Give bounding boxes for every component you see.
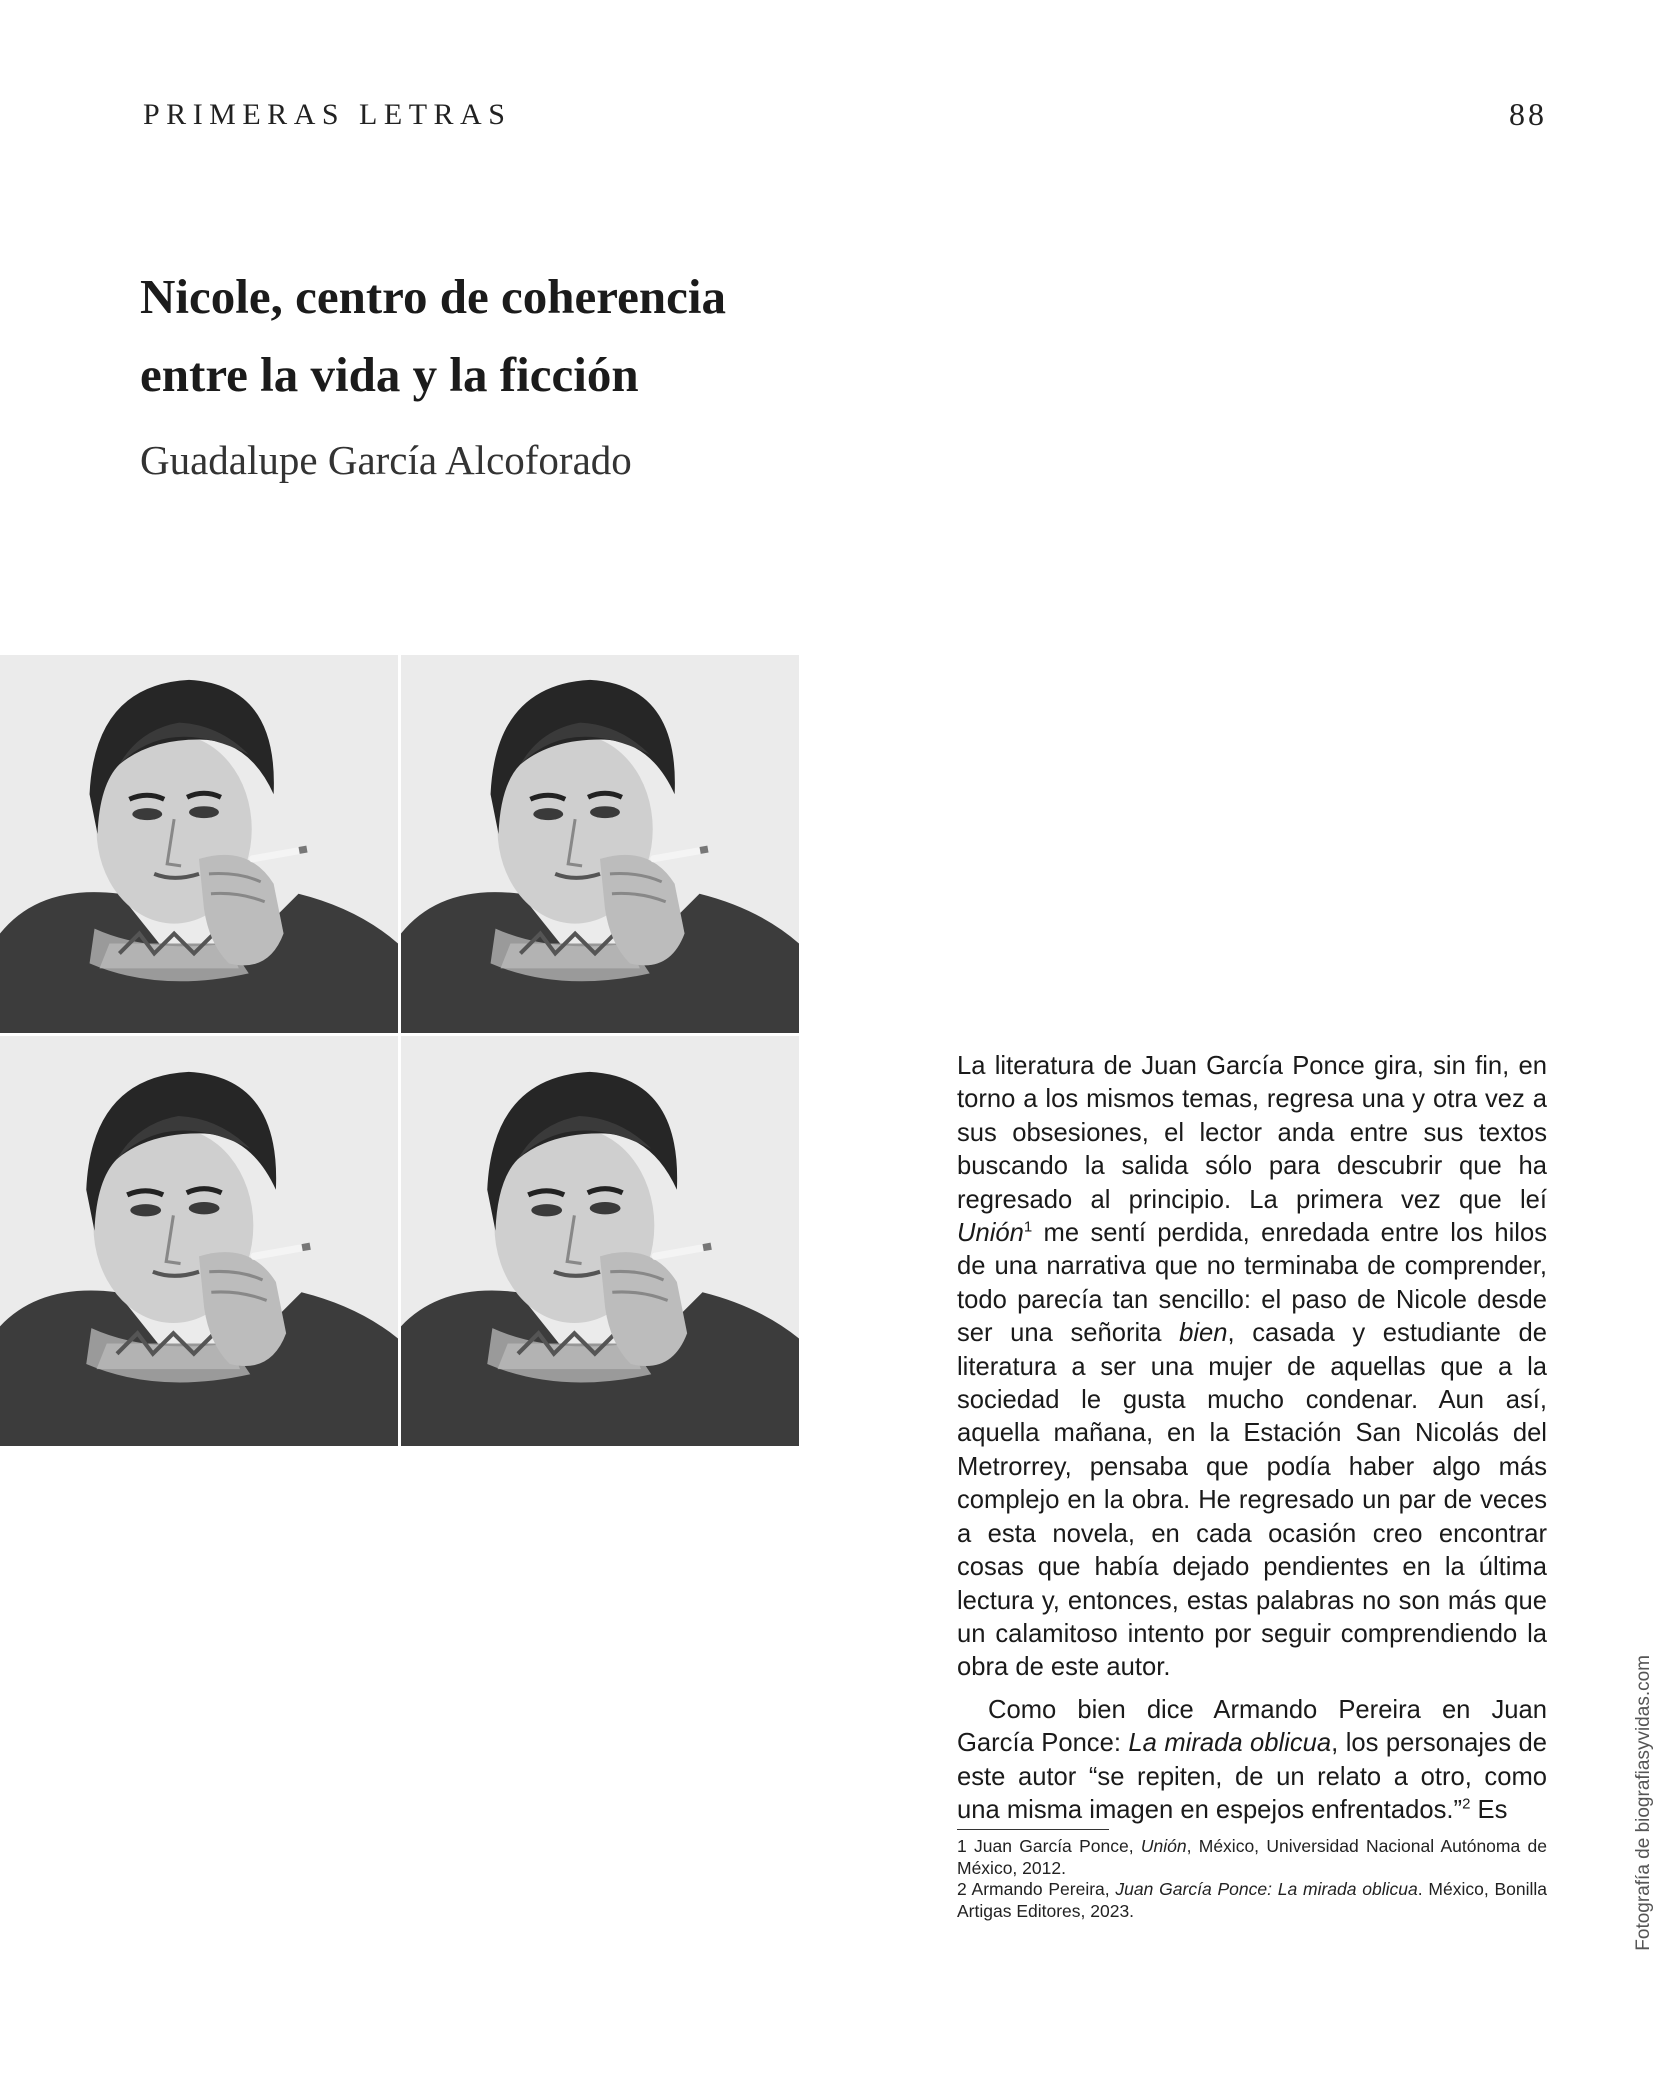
portrait-grid	[0, 655, 800, 1455]
emphasis: bien	[1179, 1319, 1228, 1348]
footnote-ref: 2	[1462, 1795, 1471, 1813]
article-body	[957, 1050, 1547, 1827]
footnote-divider	[957, 1829, 1109, 1830]
work-title: Unión	[957, 1219, 1024, 1248]
portrait-image	[0, 1036, 398, 1446]
article-title	[140, 258, 1040, 414]
section-header: PRIMERAS LETRAS	[143, 98, 512, 131]
footnote-ref: 1	[1023, 1218, 1033, 1236]
portrait-image	[401, 1036, 799, 1446]
title-line-1: Nicole, centro de coherencia	[140, 269, 727, 324]
portrait-image	[401, 655, 799, 1033]
page-number: 88	[1509, 96, 1547, 132]
work-title: La mirada oblicua	[1128, 1729, 1332, 1758]
footnote: 2 Armando Pereira, Juan García Ponce: La mirada oblicua. México, Bonilla Artigas Editores, 2023.	[957, 1879, 1548, 1921]
author-name: Guadalupe García Alcoforado	[140, 437, 632, 483]
paragraph: La literatura de Juan García Ponce gira, sin fin, en torno a los mismos temas, regresa una y otra vez a sus obsesiones, el lector anda entre sus textos buscando la salida sólo para descubrir que ha regresado al principio. La primera vez que leí Unión$^1$ me sentí perdida, enredada entre los hilos de una narrativa que no terminaba de comprender, todo parecía tan sencillo: el paso de Nicole desde ser una señorita bien, casada y estudiante de literatura a ser una mujer de aquellas que a la sociedad le gusta mucho condenar. Aun así, aquella mañana, en la Estación San Nicolás del Metrorrey, pensaba que podía haber algo más complejo en la obra. He regresado un par de veces a esta novela, en cada ocasión creo encontrar cosas que había dejado pendientes en la última lectura y, entonces, estas palabras no son más que un calamitoso intento por seguir comprendiendo la obra de este autor.	[957, 1052, 1547, 1682]
footnotes	[957, 1836, 1547, 1922]
photo-credit: Fotografía de biografiasyvidas.com	[1633, 1655, 1654, 1951]
title-line-2: entre la vida y la ficción	[140, 347, 639, 402]
portrait-photo	[0, 655, 398, 1033]
portrait-photo	[401, 1036, 799, 1446]
paragraph: Como bien dice Armando Pereira en Juan García Ponce: La mirada oblicua, los personajes de este autor “se repiten, de un relato a otro, como una misma imagen en espejos enfrentados.”$^2$ Es	[957, 1695, 1547, 1824]
footnote: 1 Juan García Ponce, Unión, México, Universidad Nacional Autónoma de México, 2012.	[957, 1836, 1547, 1878]
portrait-photo	[0, 1036, 398, 1446]
portrait-image	[0, 655, 398, 1033]
portrait-photo	[401, 655, 799, 1033]
